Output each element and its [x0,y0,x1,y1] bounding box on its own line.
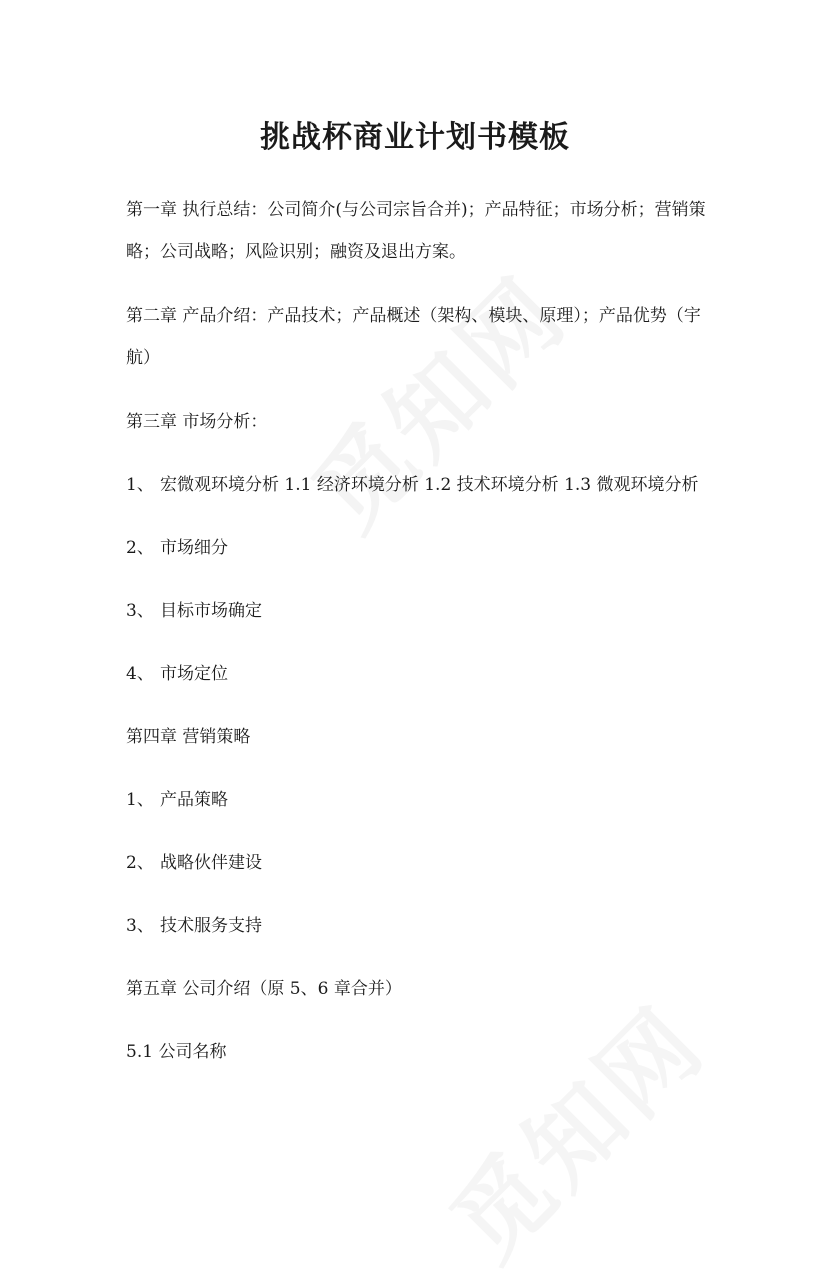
paragraph-chapter-2-line-2: 航） [126,348,160,368]
paragraph-chapter-2-line-1: 第二章 产品介绍：产品技术；产品概述（架构、模块、原理）；产品优势（宇 [126,306,701,326]
list-item-text: 战略伙伴建设 [160,853,262,873]
list-item-number: 4、 [126,664,154,684]
list-item-text: 产品策略 [160,790,228,810]
list-item-number: 3、 [126,916,154,936]
list-item-text: 市场定位 [160,664,228,684]
list-item-text: 宏微观环境分析 1.1 经济环境分析 1.2 技术环境分析 1.3 微观环境分析 [160,475,699,495]
list-item-number: 1、 [126,790,154,810]
list-item-number: 1、 [126,475,154,495]
list-item-number: 3、 [126,601,154,621]
list-item [126,473,699,497]
list-item-text: 市场细分 [160,538,228,558]
list-item-number: 2、 [126,538,154,558]
watermark [270,233,600,563]
paragraph-chapter-1-line-1: 第一章 执行总结：公司简介(与公司宗旨合并)；产品特征；市场分析；营销策 [126,200,706,220]
heading-chapter-5: 第五章 公司介绍（原 5、6 章合并） [126,979,402,999]
list-item [126,599,262,623]
heading-section-5-1: 5.1 公司名称 [126,1042,227,1062]
list-item [126,662,228,686]
document-title: 挑战杯商业计划书模板 [260,120,570,155]
list-item [126,851,262,875]
list-item-text: 目标市场确定 [160,601,262,621]
paragraph-chapter-1-line-2: 略；公司战略；风险识别；融资及退出方案。 [126,242,466,262]
list-item-number: 2、 [126,853,154,873]
list-item [126,788,228,812]
list-item-text: 技术服务支持 [160,916,262,936]
list-item [126,536,228,560]
heading-chapter-3: 第三章 市场分析： [126,412,268,432]
watermark-bottom [416,972,729,1285]
heading-chapter-4: 第四章 营销策略 [126,727,251,747]
list-item [126,914,262,938]
